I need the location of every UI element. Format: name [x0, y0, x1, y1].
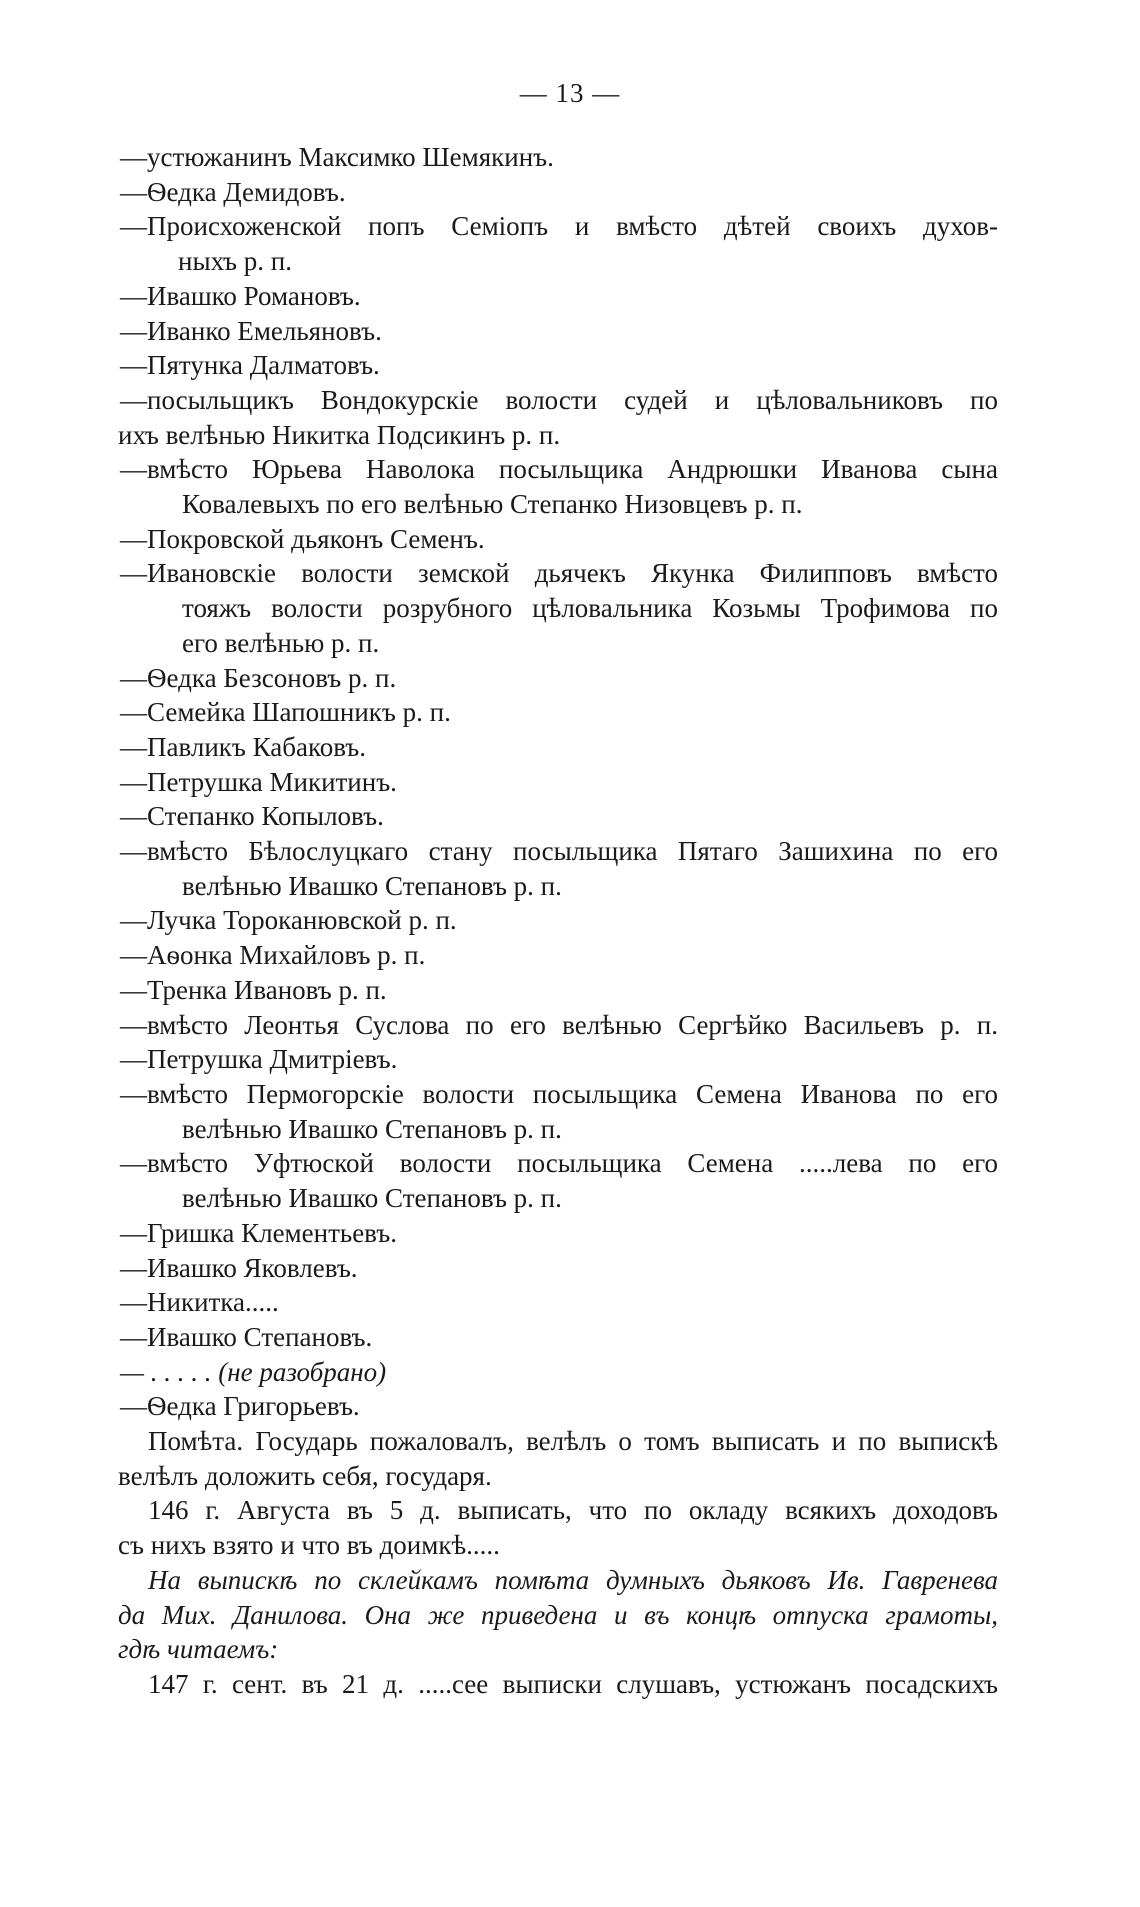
- page-number: — 13 —: [519, 78, 621, 108]
- text-line: Помѣта. Государь пожаловалъ, велѣлъ о томъ выписать и по выпискѣ: [148, 1426, 998, 1457]
- text-line: —Лучка Тороканювской р. п.: [120, 905, 457, 936]
- text-line: ихъ велѣнью Никитка Подсикинъ р. п.: [118, 419, 561, 450]
- text-line: —Гришка Клементьевъ.: [120, 1217, 397, 1248]
- text-line: —Аѳонка Михайловъ р. п.: [120, 940, 426, 971]
- text-line: —Петрушка Дмитріевъ.: [120, 1044, 398, 1075]
- text-line: —Петрушка Микитинъ.: [120, 766, 397, 797]
- text-line: тояжъ волости розрубного цѣловальника Козьмы Трофимова по: [182, 593, 998, 624]
- text-line: —Тренка Ивановъ р. п.: [120, 974, 387, 1005]
- text-line: —Иванко Емельяновъ.: [120, 315, 382, 346]
- text-line: ныхъ р. п.: [178, 246, 292, 277]
- text-line: его велѣнью р. п.: [182, 627, 380, 658]
- text-line: —Ивашко Степановъ.: [120, 1321, 373, 1352]
- text-line: —Покровской дьяконъ Семенъ.: [120, 523, 485, 554]
- text-line: —Ѳедка Демидовъ.: [120, 176, 346, 207]
- text-line: съ нихъ взято и что въ доимкѣ.....: [118, 1530, 500, 1561]
- text-line: —устюжанинъ Максимко Шемякинъ.: [120, 142, 554, 172]
- text-line: велѣнью Ивашко Степановъ р. п.: [182, 1183, 562, 1214]
- text-line: да Мих. Данилова. Она же приведена и въ концѣ отпуска грамоты,: [118, 1599, 998, 1630]
- text-line: —Ивановскіе волости земской дьячекъ Якунка Филипповъ вмѣсто: [120, 558, 998, 589]
- text-line: Ковалевыхъ по его велѣнью Степанко Низовцевъ р. п.: [182, 489, 803, 520]
- text-line: —вмѣсто Юрьева Наволока посыльщика Андрюшки Иванова сына: [120, 454, 998, 485]
- text-line: велѣлъ доложить себя, государя.: [118, 1460, 492, 1491]
- text-line: 147 г. сент. въ 21 д. .....сее выписки слушавъ, устюжанъ посадскихъ: [148, 1668, 998, 1699]
- text-line: —Степанко Копыловъ.: [120, 801, 384, 832]
- text-line: —вмѣсто Бѣлослуцкаго стану посыльщика Пятаго Зашихина по его: [120, 836, 998, 867]
- text-line: —Никитка.....: [120, 1287, 279, 1318]
- text-line: — . . . . . (не разобрано): [120, 1356, 387, 1387]
- text-line: —вмѣсто Пермогорскіе волости посыльщика Семена Иванова по его: [120, 1078, 998, 1109]
- text-line: —вмѣсто Леонтья Суслова по его велѣнью Сергѣйко Васильевъ р. п.: [120, 1009, 998, 1040]
- text-line: 146 г. Августа въ 5 д. выписать, что по окладу всякихъ доходовъ: [148, 1495, 998, 1526]
- text-line: —Происхоженской попъ Семіопъ и вмѣсто дѣтей своихъ духов-: [120, 211, 998, 242]
- text-line: —Ивашко Яковлевъ.: [120, 1252, 358, 1283]
- text-line: На выпискѣ по склейкамъ помѣта думныхъ дьяковъ Ив. Гавренева: [148, 1564, 998, 1595]
- text-line: —Ивашко Романовъ.: [120, 280, 361, 311]
- text-line: велѣнью Ивашко Степановъ р. п.: [182, 870, 562, 901]
- text-line: —вмѣсто Уфтюской волости посыльщика Семена .....лева по его: [120, 1148, 998, 1179]
- text-line: —Ѳедка Безсоновъ р. п.: [120, 662, 397, 693]
- text-line: —Ѳедка Григорьевъ.: [120, 1391, 360, 1422]
- text-line: —Пятунка Далматовъ.: [120, 350, 380, 381]
- text-line: гдѣ читаемъ:: [118, 1634, 279, 1665]
- document-body: [118, 140, 998, 1702]
- text-line: —Павликъ Кабаковъ.: [120, 731, 367, 762]
- text-line: велѣнью Ивашко Степановъ р. п.: [182, 1113, 562, 1144]
- text-line: —посыльщикъ Вондокурскіе волости судей и цѣловальниковъ по: [120, 384, 998, 415]
- text-line: —Семейка Шапошникъ р. п.: [120, 697, 451, 728]
